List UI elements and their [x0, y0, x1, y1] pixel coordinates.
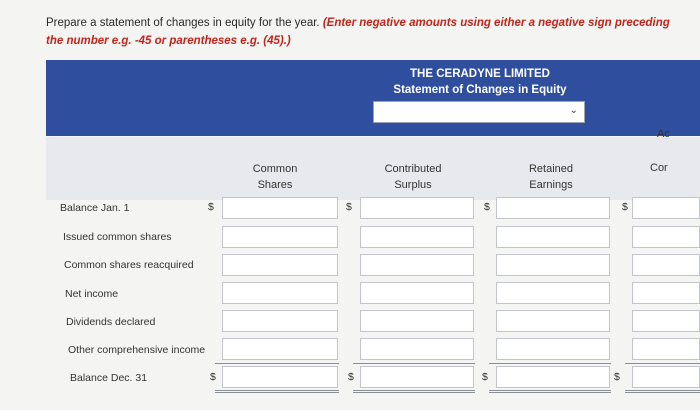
statement-name: Statement of Changes in Equity: [393, 84, 567, 96]
subtotal-rule: [625, 363, 700, 364]
instructions-note: (Enter negative amounts using either a negative sign preceding the number e.g. -45 or parentheses e.g. (45).): [46, 17, 670, 47]
period-select[interactable]: [373, 101, 585, 123]
row-label-common-shares-reacquired: Common shares reacquired: [64, 259, 194, 271]
row-label-balance-dec: Balance Dec. 31: [70, 372, 148, 384]
currency-symbol: $: [482, 371, 488, 383]
input-common-shares-balance-jan[interactable]: [222, 197, 338, 219]
total-double-rule: [215, 390, 339, 393]
input-contributed-surplus-net-income[interactable]: [360, 282, 474, 304]
input-accumulated-oci-dividends[interactable]: [632, 310, 700, 332]
input-contributed-surplus-balance-jan[interactable]: [360, 197, 474, 219]
column-header-accumulated-sub-partial: Cor: [650, 162, 668, 174]
row-label-other-comprehensive-income: Other comprehensive income: [68, 344, 206, 356]
statement-header-band: [46, 60, 700, 136]
instructions-text: Prepare a statement of changes in equity for the year.: [46, 17, 320, 29]
input-contributed-surplus-issued[interactable]: [360, 226, 474, 248]
input-common-shares-net-income[interactable]: [222, 282, 338, 304]
currency-symbol: $: [348, 371, 354, 383]
subtotal-rule: [215, 363, 339, 364]
input-accumulated-oci-reacquired[interactable]: [632, 254, 700, 276]
input-common-shares-dividends[interactable]: [222, 310, 338, 332]
input-retained-earnings-balance-jan[interactable]: [496, 197, 610, 219]
currency-symbol: $: [614, 371, 620, 383]
instructions: [46, 14, 686, 50]
currency-symbol: $: [622, 201, 628, 213]
company-name: THE CERADYNE LIMITED: [410, 68, 550, 80]
input-contributed-surplus-dividends[interactable]: [360, 310, 474, 332]
input-retained-earnings-reacquired[interactable]: [496, 254, 610, 276]
currency-symbol: $: [210, 371, 216, 383]
column-header-accumulated-partial: Ac: [657, 128, 670, 140]
input-accumulated-oci-balance-jan[interactable]: [632, 197, 700, 219]
input-accumulated-oci-balance-dec[interactable]: [632, 366, 700, 388]
subtotal-rule: [489, 363, 611, 364]
input-accumulated-oci-oci[interactable]: [632, 338, 700, 360]
chevron-down-icon: ⌄: [569, 105, 578, 116]
total-double-rule: [625, 390, 700, 393]
input-accumulated-oci-net-income[interactable]: [632, 282, 700, 304]
input-contributed-surplus-balance-dec[interactable]: [360, 366, 474, 388]
column-header-retained-earnings: Retained Earnings: [528, 163, 574, 191]
column-header-common-shares: Common Shares: [252, 163, 298, 191]
input-common-shares-balance-dec[interactable]: [222, 366, 338, 388]
input-retained-earnings-net-income[interactable]: [496, 282, 610, 304]
input-retained-earnings-dividends[interactable]: [496, 310, 610, 332]
row-label-net-income: Net income: [65, 288, 119, 300]
input-retained-earnings-issued[interactable]: [496, 226, 610, 248]
input-common-shares-issued[interactable]: [222, 226, 338, 248]
currency-symbol: $: [208, 201, 214, 213]
input-common-shares-oci[interactable]: [222, 338, 338, 360]
total-double-rule: [489, 390, 611, 393]
row-label-balance-jan: Balance Jan. 1: [60, 202, 130, 214]
input-contributed-surplus-oci[interactable]: [360, 338, 474, 360]
input-retained-earnings-oci[interactable]: [496, 338, 610, 360]
subtotal-rule: [353, 363, 475, 364]
input-common-shares-reacquired[interactable]: [222, 254, 338, 276]
row-label-dividends-declared: Dividends declared: [66, 316, 156, 328]
total-double-rule: [353, 390, 475, 393]
statement-title: [375, 66, 585, 98]
row-label-issued-common-shares: Issued common shares: [63, 231, 172, 243]
input-contributed-surplus-reacquired[interactable]: [360, 254, 474, 276]
column-header-contributed-surplus: Contributed Surplus: [384, 163, 442, 191]
currency-symbol: $: [346, 201, 352, 213]
currency-symbol: $: [484, 201, 490, 213]
input-accumulated-oci-issued[interactable]: [632, 226, 700, 248]
input-retained-earnings-balance-dec[interactable]: [496, 366, 610, 388]
